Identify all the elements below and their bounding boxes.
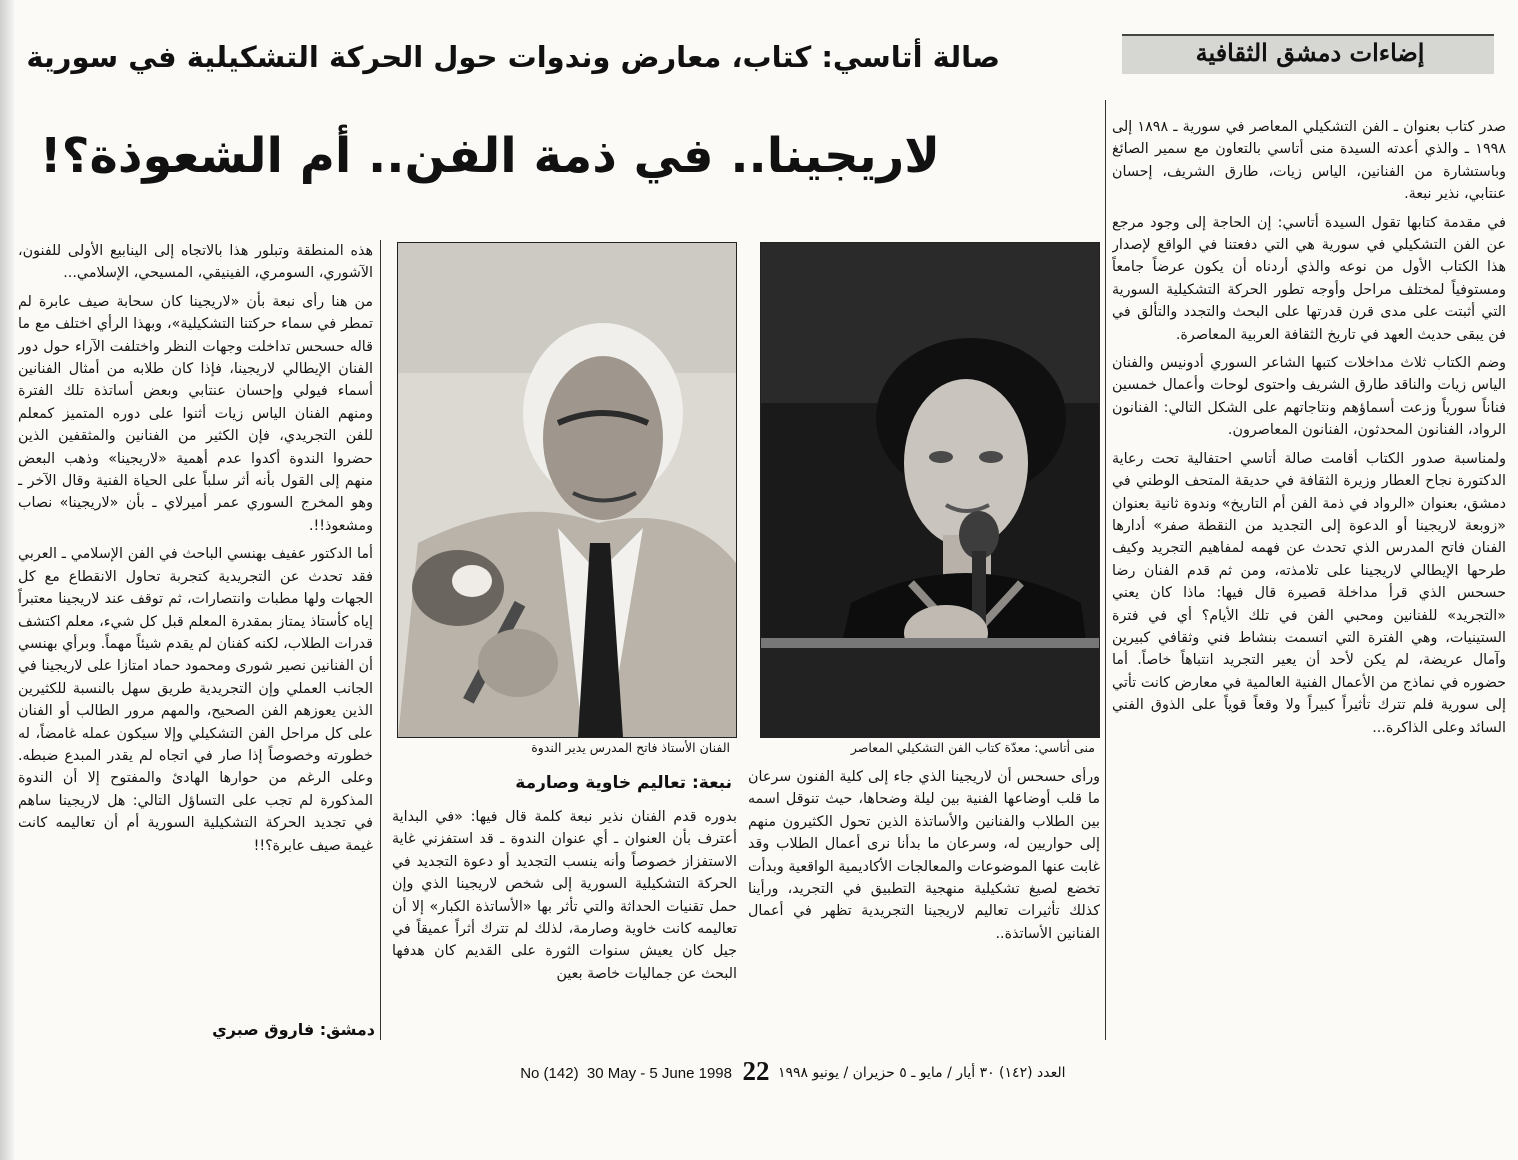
section-label: إضاءات دمشق الثقافية [1195,38,1425,67]
scan-edge [0,0,14,1160]
middle-right-paragraph-1: ورأى حسحس أن لاريجينا الذي جاء إلى كلية الفنون سرعان ما قلب أوضاعها الفنية بين ليلة وضحاها، حيث تنوقل اسمه بين الطلاب والفنانين والأساتذة الذين تحول الكثيرون منهم إلى حواريين له، وسرعان ما بدأنا نرى أعمال الطلاب وقد غابت عنها الموضوعات والمعالجات الأكاديمية الواقعية وبدأت تخضع لصيغ تشكيلية منهجية التطبيق في التجريد، ورأينا كذلك تأثيرات تعاليم لاريجينا التجريدية تظهر في أعمال الفنانين الأساتذة.. [748,769,1100,942]
headline: لاريجينا.. في ذمة الفن.. أم الشعوذة؟! [39,128,940,184]
rule-right [1105,100,1106,1040]
left-column [18,240,373,1018]
photo-mona-atassi [760,242,1100,738]
right-paragraph-1: صدر كتاب بعنوان ـ الفن التشكيلي المعاصر في سورية ـ ١٨٩٨ إلى ١٩٩٨ ـ والذي أعدته السيدة منى أتاسي بالتعاون مع سمير الصائغ وباستشارة من الفنانين، الياس زيات، طارق الشريف، إحسان عنتابي، نذير نبعة. [1112,119,1506,203]
middle-right-column [748,766,1100,1036]
left-paragraph-1: هذه المنطقة وتبلور هذا بالاتجاه إلى الينابيع الأولى للفنون، الآشوري، السومري، الفينيقي، المسيحي، الإسلامي... [18,243,373,282]
middle-left-subhead: نبعة: تعاليم خاوية وصارمة [515,773,732,793]
footer-english: No (142) 30 May - 5 June 1998 [520,1065,732,1082]
photo-mona-atassi-image [761,243,1099,737]
footer-page-number: 22 [742,1056,770,1086]
caption-left-photo: الفنان الأستاذ فاتح المدرس يدير الندوة [531,740,730,755]
middle-left-paragraph-1: بدوره قدم الفنان نذير نبعة كلمة قال فيها: «في البداية أعترف بأن العنوان ـ أي عنوان الندوة ـ قد استفزني غاية الاستفزاز خصوصاً وأنه ينسب التجديد أو دعوة التجديد في الحركة التشكيلية السورية إلى شخص لاريجينا الذي وإن حمل تقنيات الحداثة والتي تأثر بها «الأساتذة الكبار» إلا أن تعاليمه كانت خاوية وصارمة، لذلك لم تترك أثراً عميقاً في جيل كان يعيش سنوات الثورة على القديم كان هدفها البحث عن جماليات خاصة بعين [392,809,737,982]
right-paragraph-3: وضم الكتاب ثلاث مداخلات كتبها الشاعر السوري أدونيس والفنان الياس زيات والناقد طارق الشريف واحتوى لوحات وأعمال خمسين فناناً سورياً وزعت أسماؤهم ونتاجاتهم على الشكل التالي: الفنانون الرواد، الفنانون المحدثون، الفنانون المعاصرون. [1112,355,1506,439]
right-paragraph-2: في مقدمة كتابها تقول السيدة أتاسي: إن الحاجة إلى وجود مرجع عن الفن التشكيلي في سورية هي التي دفعتنا في الواقع لإصدار هذا الكتاب الأول من نوعه والذي أردناه أن يكون عرضاً جامعاً ومستوفياً لمختلف مراحل وأوجه تطور الحركة التشكيلية السورية التي أثبتت على مدى قرن قدرتها على البحث والتجدد والتألق في فن يبقى حديث العهد في تاريخ الثقافة العربية المعاصرة. [1112,214,1506,343]
photo-fateh-moudarres-image [398,243,736,737]
kicker-title: صالة أتاسي: كتاب، معارض وندوات حول الحركة التشكيلية في سورية [26,40,1000,74]
footer-arabic: العدد (١٤٢) ٣٠ أيار / مايو ـ ٥ حزيران / يونيو ١٩٩٨ [778,1065,1066,1081]
caption-right-photo: منى أتاسي: معدّة كتاب الفن التشكيلي المعاصر [850,740,1095,755]
right-column [1112,116,1506,1046]
left-paragraph-2: من هنا رأى نبعة بأن «لاريجينا كان سحابة صيف عابرة لم تمطر في سماء حركتنا التشكيلية»، وبهذا الرأي اختلف مع ما قاله حسحس تداخلت وجهات النظر واختلفت الآراء حول دور الفنان الإيطالي لاريجينا، فإذا كان طلابه من أمثال الفنانين أسماء فيولي وإحسان عنتابي وبعض أساتذة تلك الفترة ومنهم الفنان الياس زيات أثنوا على دوره المتميز كمعلم للفن التجريدي، فإن الكثير من الفنانين والمثقفين الذين حضروا الندوة أكدوا عدم أهمية «لاريجينا» وذهب البعض منهم إلى القول بأنه أثر سلباً على الحياة الفنية وقال الآخر ـ وهو المخرج السوري عمر أميرلاي ـ بأن «لاريجينا» نصاب ومشعوذ!!. [18,293,373,534]
photo-fateh-moudarres [397,242,737,738]
byline: دمشق: فاروق صبري [212,1020,375,1039]
right-paragraph-4: ولمناسبة صدور الكتاب أقامت صالة أتاسي احتفالية تحت رعاية الدكتورة نجاح العطار وزيرة الثقافة في حديقة المتحف الوطني في دمشق، بعنوان «الرواد في ذمة الفن أم التاريخ» وندوة ثانية بعنوان «زوبعة لاريجينا أو الدعوة إلى التجديد من النقطة صفر» أدارها الفنان فاتح المدرس الذي تحدث عن فهمه لمفاهيم التجريد وكيف طرحها الإيطالي لاريجينا على تلامذته، ومن ثم قدم الفنان رضا حسحس الذي قرأ مداخلة قصيرة قال فيها: ماذا كان يعني «التجريد» للفنانين ومحبي الفن في تلك الأيام؟ أي في فترة الستينيات، وهي الفترة التي اتسمت بنشاط فني وثقافي كبيرين وآمال عريضة، لم يكن لأحد أن يعير التجريد انتباهاً خاصاً. أما حضوره في نماذج من الأعمال الفنية العالمية في معارض كانت تأتي إلى سورية فلم تترك تأثيراً كبيراً ولا وقعاً قوياً على الذوق الفني السائد وعلى الذاكرة... [1112,450,1506,736]
middle-left-column [392,806,737,1040]
left-paragraph-3: أما الدكتور عفيف بهنسي الباحث في الفن الإسلامي ـ العربي فقد تحدث عن التجريدية كتجربة تحاول الانقطاع مع كل الجهات ولها مطبات وانتصارات، ثم توقف عند لاريجينا معتبراً إياه كأستاذ يمتاز بمقدرة المعلم قبل كل شيء، معلم اكتشف قدرات الطلاب، لكنه كفنان لم يقدم شيئاً مهماً. وبرأي بهنسي أن الفنانين نصير شورى ومحمود حماد امتازا على لاريجينا في الجانب العملي وإن التجريدية طريق سهل بالنسبة للكثيرين الذين يعوزهم الفن الصحيح، والمهم مرور الطالب أو الفنان على كل مراحل الفن التشكيلي وإلا سيكون عمله غامضاً، له خطورته وخصوصاً إذا صار في اتجاه لم يقدر المبدع ضبطه. وعلى الرغم من حوارها الهادئ والمفتوح إلا أن الندوة المذكورة لم تجب على التساؤل التالي: هل لاريجينا ساهم في تجديد الحركة التشكيلية السورية أم أن تعاليمه كانت غيمة صيف عابرة؟!! [18,546,373,854]
rule-left [380,240,381,1040]
